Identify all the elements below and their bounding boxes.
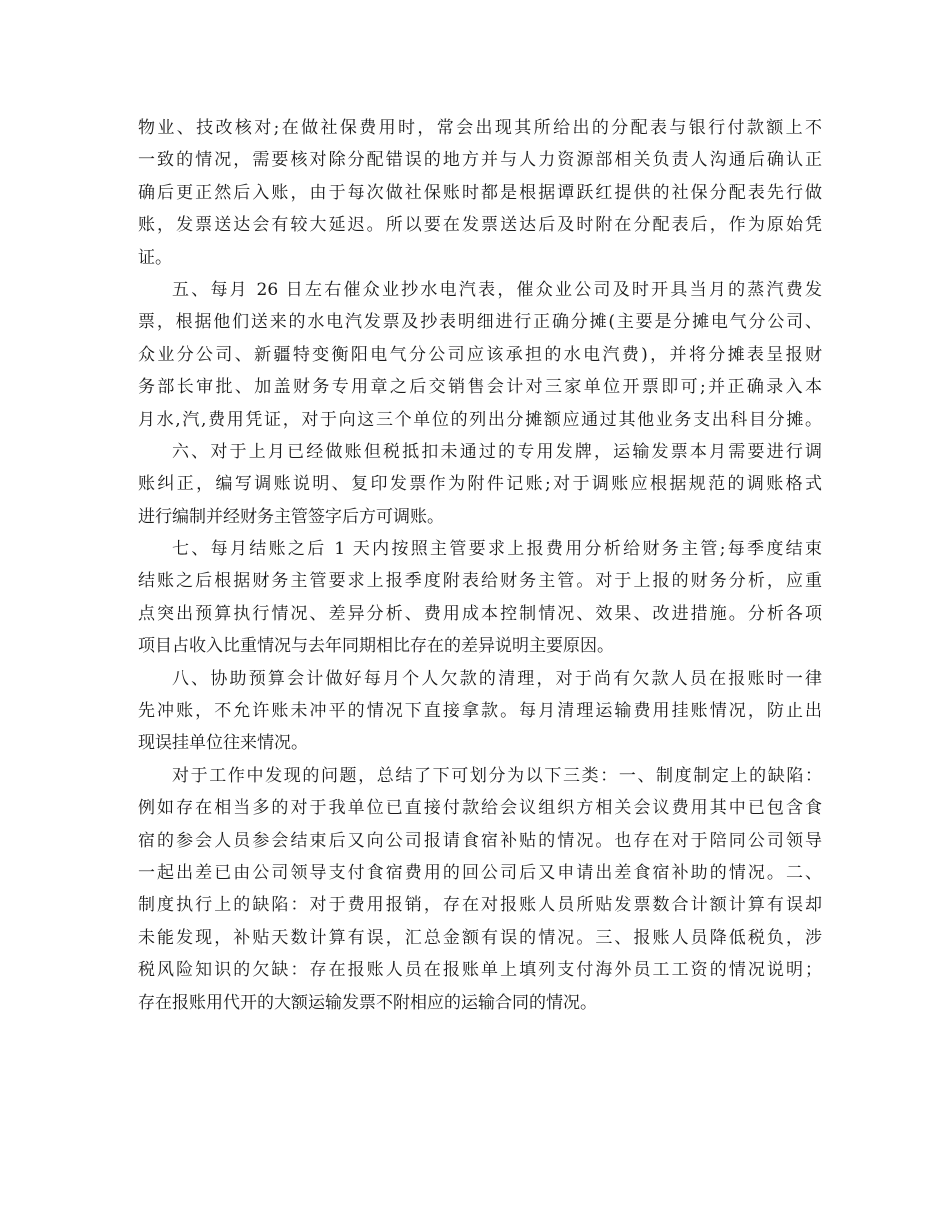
paragraph-item-8 — [138, 663, 822, 760]
text-line: 一致的情况，需要核对除分配错误的地方并与人力资源部相关负责人沟通后确认正 — [138, 150, 822, 171]
paragraph-problems-summary — [138, 760, 822, 1019]
text-line: 结账之后根据财务主管要求上报季度附表给财务主管。对于上报的财务分析，应重 — [138, 571, 822, 592]
text-line: 证。 — [138, 247, 172, 268]
text-line: 制度执行上的缺陷：对于费用报销，存在对报账人员所贴发票数合计额计算有误却 — [138, 895, 822, 916]
paragraph-item-5 — [138, 274, 822, 436]
text-line: 账，发票送达会有较大延迟。所以要在发票送达后及时附在分配表后，作为原始凭 — [138, 215, 822, 236]
text-line: 月水,汽,费用凭证，对于向这三个单位的列出分摊额应通过其他业务支出科目分摊。 — [138, 409, 822, 430]
text-line: 确后更正然后入账，由于每次做社保账时都是根据谭跃红提供的社保分配表先行做 — [138, 182, 822, 203]
paragraph-item-6 — [138, 436, 822, 533]
text-line: 进行编制并经财务主管签字后方可调账。 — [138, 506, 444, 527]
text-line: 税风险知识的欠缺：存在报账人员在报账单上填列支付海外员工工资的情况说明； — [138, 960, 822, 981]
text-line: 先冲账，不允许账未冲平的情况下直接拿款。每月清理运输费用挂账情况，防止出 — [138, 701, 822, 722]
text-line: 八、协助预算会计做好每月个人欠款的清理，对于尚有欠款人员在报账时一律 — [172, 668, 822, 689]
text-line: 点突出预算执行情况、差异分析、费用成本控制情况、效果、改进措施。分析各项 — [138, 603, 822, 624]
text-line: 宿的参会人员参会结束后又向公司报请食宿补贴的情况。也存在对于陪同公司领导 — [138, 830, 822, 851]
text-line: 六、对于上月已经做账但税抵扣未通过的专用发牌，运输发票本月需要进行调 — [172, 441, 822, 462]
text-line: 票，根据他们送来的水电汽发票及抄表明细进行正确分摊(主要是分摊电气分公司、 — [138, 312, 822, 333]
paragraph-item-7 — [138, 533, 822, 663]
text-line: 项目占收入比重情况与去年同期相比存在的差异说明主要原因。 — [138, 636, 614, 657]
text-line: 七、每月结账之后 1 天内按照主管要求上报费用分析给财务主管;每季度结束 — [172, 539, 822, 560]
text-line: 众业分公司、新疆特变衡阳电气分公司应该承担的水电汽费)，并将分摊表呈报财 — [138, 344, 822, 365]
text-line: 账纠正，编写调账说明、复印发票作为附件记账;对于调账应根据规范的调账格式 — [138, 474, 822, 495]
text-line: 物业、技改核对;在做社保费用时，常会出现其所给出的分配表与银行付款额上不 — [138, 118, 822, 138]
text-line: 现误挂单位往来情况。 — [138, 733, 308, 754]
text-line: 存在报账用代开的大额运输发票不附相应的运输合同的情况。 — [138, 992, 597, 1013]
paragraph-social-security — [138, 112, 822, 274]
text-line: 未能发现，补贴天数计算有误，汇总金额有误的情况。三、报账人员降低税负，涉 — [138, 927, 822, 948]
text-line: 五、每月 26 日左右催众业抄水电汽表，催众业公司及时开具当月的蒸汽费发 — [172, 279, 822, 300]
text-line: 例如存在相当多的对于我单位已直接付款给会议组织方相关会议费用其中已包含食 — [138, 798, 822, 819]
text-line: 务部长审批、加盖财务专用章之后交销售会计对三家单位开票即可;并正确录入本 — [138, 377, 822, 398]
document-page — [138, 112, 822, 1019]
text-line: 对于工作中发现的问题，总结了下可划分为以下三类：一、制度制定上的缺陷： — [172, 765, 822, 786]
text-line: 一起出差已由公司领导支付食宿费用的回公司后又申请出差食宿补助的情况。二、 — [138, 862, 822, 883]
